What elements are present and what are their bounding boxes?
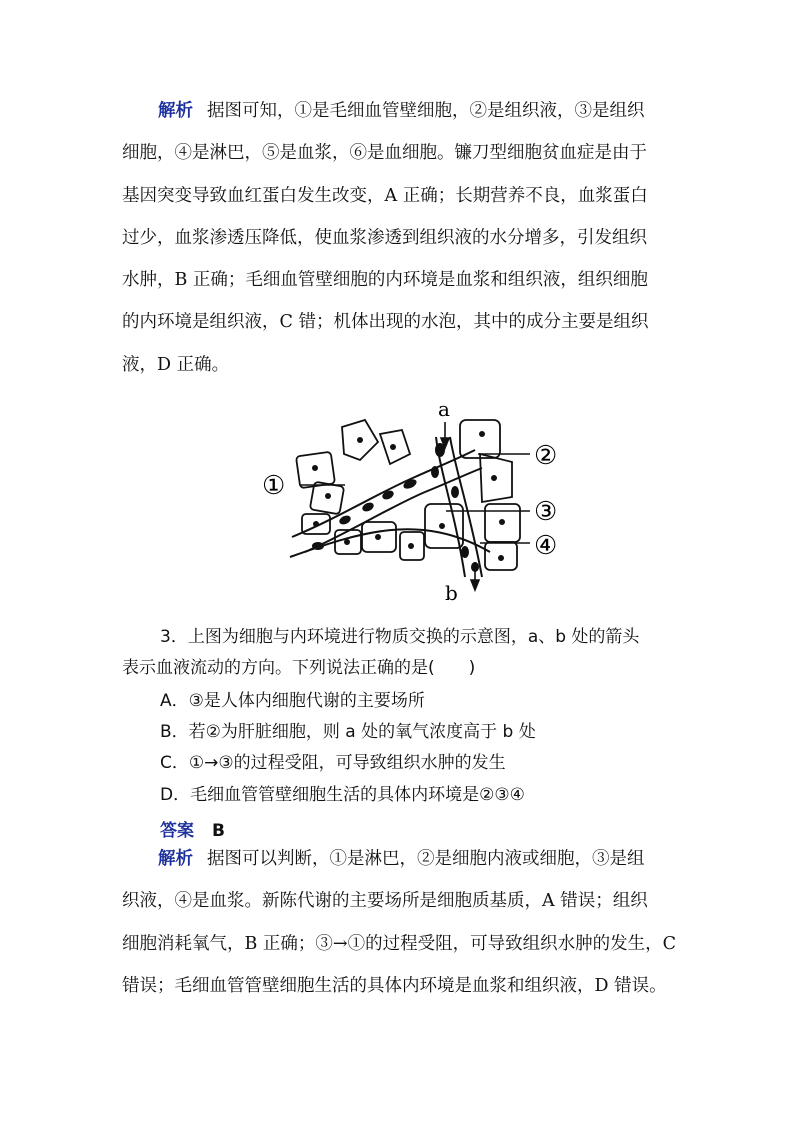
analysis-label: 解析 xyxy=(158,101,193,121)
analysis-line: 水肿，B 正确；毛细血管壁细胞的内环境是血浆和组织液，组织细胞 xyxy=(122,270,648,291)
callout-3: ③ xyxy=(534,497,558,527)
answer-value: B xyxy=(212,821,225,841)
analysis-paragraph-1 xyxy=(122,90,677,386)
question-stem-line: 3．上图为细胞与内环境进行物质交换的示意图，a、b 处的箭头 xyxy=(160,627,640,647)
analysis-paragraph-2 xyxy=(122,838,677,1007)
question-stem xyxy=(122,653,642,684)
option-a: A．③是人体内细胞代谢的主要场所 xyxy=(160,691,425,711)
analysis-line: 细胞，④是淋巴，⑤是血浆，⑥是血细胞。镰刀型细胞贫血症是由于 xyxy=(122,143,647,164)
analysis-line: 的内环境是组织液，C 错；机体出现的水泡，其中的成分主要是组织 xyxy=(122,312,649,333)
analysis-line: 过少，血浆渗透压降低，使血浆渗透到组织液的水分增多，引发组织 xyxy=(122,227,647,248)
option-d: D．毛细血管管壁细胞生活的具体内环境是②③④ xyxy=(160,785,525,805)
question-stem-line: 表示血液流动的方向。下列说法正确的是( ) xyxy=(122,658,476,678)
label-b: b xyxy=(445,581,458,605)
analysis-line: 错误；毛细血管管壁细胞生活的具体内环境是血浆和组织液，D 错误。 xyxy=(122,975,667,996)
analysis-line: 细胞消耗氧气，B 正确；③→①的过程受阻，可导致组织水肿的发生，C xyxy=(122,933,676,954)
answer-label: 答案 xyxy=(160,821,194,841)
blood-vessel-wall xyxy=(436,437,465,577)
tissue-cell xyxy=(460,420,500,458)
label-a: a xyxy=(438,397,450,421)
analysis-line: 液，D 正确。 xyxy=(122,354,230,375)
cell-exchange-diagram xyxy=(250,392,580,607)
analysis-line: 织液，④是血浆。新陈代谢的主要场所是细胞质基质，A 错误；组织 xyxy=(122,891,648,912)
analysis-text: 据图可以判断，①是淋巴，②是细胞内液或细胞，③是组 xyxy=(207,849,645,869)
callout-1: ① xyxy=(262,471,286,501)
analysis-text: 据图可知，①是毛细血管壁细胞，②是组织液，③是组织 xyxy=(207,101,645,121)
option-b: B．若②为肝脏细胞，则 a 处的氧气浓度高于 b 处 xyxy=(160,722,536,742)
analysis-label: 解析 xyxy=(158,849,193,869)
question-stem xyxy=(160,622,680,653)
option-c: C．①→③的过程受阻，可导致组织水肿的发生 xyxy=(160,753,506,773)
callout-2: ② xyxy=(534,441,558,471)
analysis-line: 基因突变导致血红蛋白发生改变，A 正确；长期营养不良，血浆蛋白 xyxy=(122,185,648,206)
capillary-wall xyxy=(305,468,482,552)
analysis-line xyxy=(122,838,677,880)
analysis-line xyxy=(122,90,677,132)
callout-4: ④ xyxy=(534,531,558,561)
arrow-b-head xyxy=(471,580,479,590)
